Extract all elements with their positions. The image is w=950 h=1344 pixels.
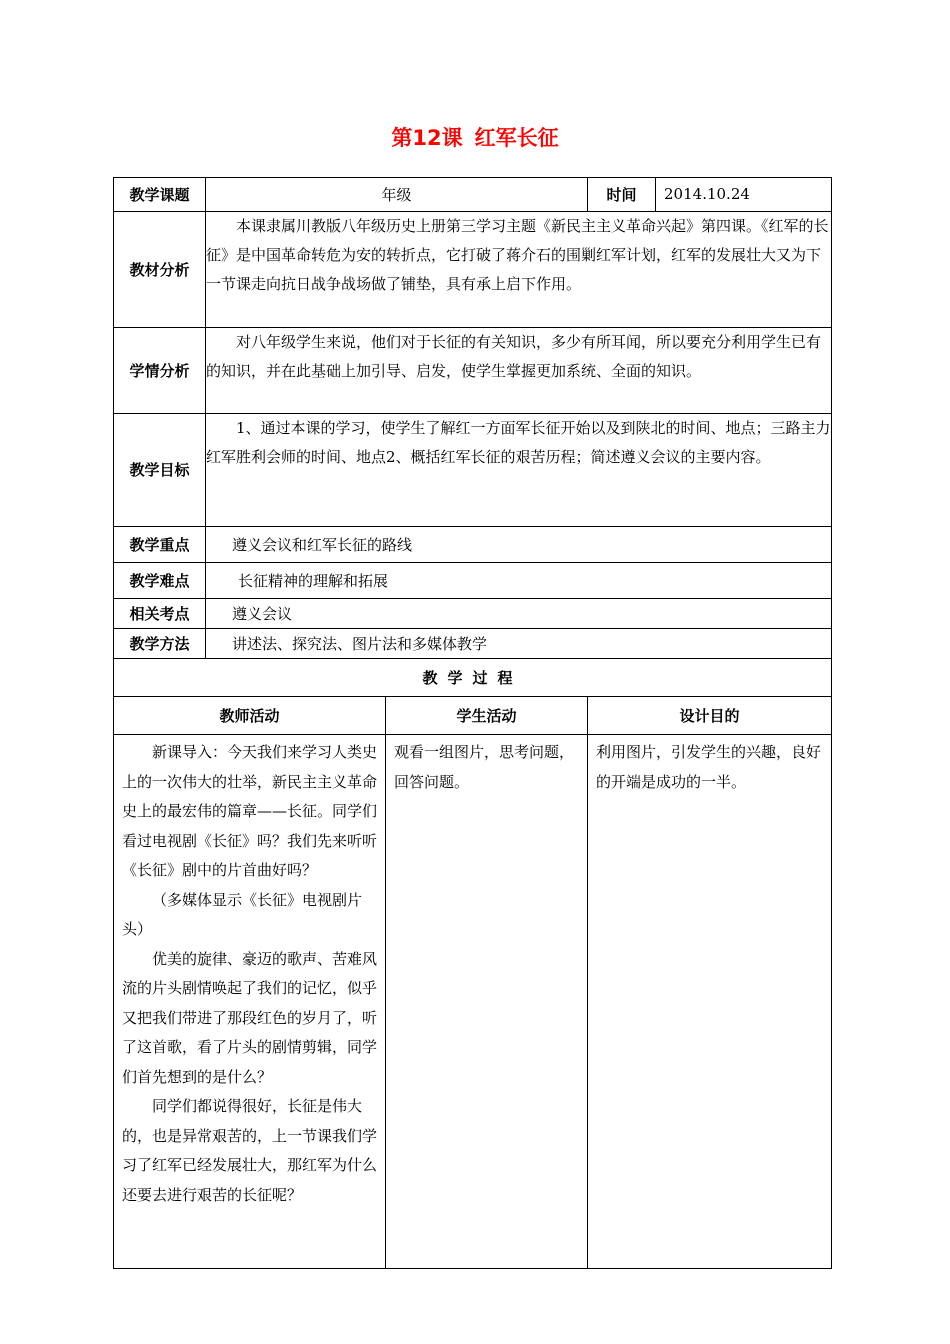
row-process-content xyxy=(114,735,832,1269)
time-value: 2014.10.24 xyxy=(656,178,832,212)
row-method xyxy=(114,629,832,659)
label-goals: 教学目标 xyxy=(114,414,206,527)
text-exam: 遵义会议 xyxy=(206,599,832,629)
label-grade: 年级 xyxy=(206,178,588,212)
teacher-paragraph: 优美的旋律、豪迈的歌声、苦难风流的片头剧情唤起了我们的记忆，似乎又把我们带进了那段红色的岁月了，听了这首歌，看了片头的剧情剪辑，同学们首先想到的是什么？ xyxy=(122,949,378,1086)
text-method: 讲述法、探究法、图片法和多媒体教学 xyxy=(206,629,832,659)
teacher-paragraph: （多媒体显示《长征》电视剧片头） xyxy=(122,890,363,938)
lesson-plan-table xyxy=(113,177,832,1269)
row-process-title xyxy=(114,659,832,697)
student-activity xyxy=(386,735,588,1269)
text-material: 本课隶属川教版八年级历史上册第三学习主题《新民主主义革命兴起》第四课。《红军的长征》是中国革命转危为安的转折点，它打破了蒋介石的围剿红军计划，红军的发展壮大又为下一节课走向抗日战争战场做了铺垫，具有承上启下作用。 xyxy=(206,212,832,328)
design-purpose xyxy=(588,735,832,1269)
teacher-paragraph: 同学们都说得很好，长征是伟大的，也是异常艰苦的，上一节课我们学习了红军已经发展壮大，那红军为什么还要去进行艰苦的长征呢？ xyxy=(122,1097,378,1204)
row-learner xyxy=(114,328,832,414)
label-difficulty: 教学难点 xyxy=(114,563,206,599)
teacher-activity xyxy=(114,735,386,1269)
label-exam: 相关考点 xyxy=(114,599,206,629)
label-material: 教材分析 xyxy=(114,212,206,328)
label-key: 教学重点 xyxy=(114,527,206,563)
row-process-headers xyxy=(114,697,832,735)
row-exam xyxy=(114,599,832,629)
teacher-paragraph: 新课导入：今天我们来学习人类史上的一次伟大的壮举，新民主主义革命史上的最宏伟的篇章——长征。同学们看过电视剧《长征》吗？我们先来听听《长征》剧中的片首曲好吗？ xyxy=(122,743,378,879)
label-method: 教学方法 xyxy=(114,629,206,659)
col-teacher-header: 教师活动 xyxy=(114,697,386,735)
label-learner: 学情分析 xyxy=(114,328,206,414)
col-purpose-header: 设计目的 xyxy=(588,697,832,735)
row-goals xyxy=(114,414,832,527)
page-title xyxy=(0,122,950,152)
lesson-number: 第12课 xyxy=(391,126,463,150)
text-learner: 对八年级学生来说，他们对于长征的有关知识，多少有所耳闻，所以要充分利用学生已有的知识，并在此基础上加引导、启发，使学生掌握更加系统、全面的知识。 xyxy=(206,328,832,414)
process-title: 教学过程 xyxy=(114,659,832,697)
header-row xyxy=(114,178,832,212)
purpose-text: 利用图片，引发学生的兴趣，良好的开端是成功的一半。 xyxy=(596,743,822,791)
row-material xyxy=(114,212,832,328)
lesson-topic: 红军长征 xyxy=(474,126,559,150)
text-key: 遵义会议和红军长征的路线 xyxy=(206,527,832,563)
text-difficulty: 长征精神的理解和拓展 xyxy=(206,563,832,599)
row-difficulty xyxy=(114,563,832,599)
row-key xyxy=(114,527,832,563)
label-topic: 教学课题 xyxy=(114,178,206,212)
text-goals: 1、通过本课的学习，使学生了解红一方面军长征开始以及到陕北的时间、地点；三路主力红军胜利会师的时间、地点2、概括红军长征的艰苦历程；简述遵义会议的主要内容。 xyxy=(206,414,832,527)
student-text: 观看一组图片，思考问题，回答问题。 xyxy=(394,743,575,791)
label-time: 时间 xyxy=(588,178,656,212)
col-student-header: 学生活动 xyxy=(386,697,588,735)
